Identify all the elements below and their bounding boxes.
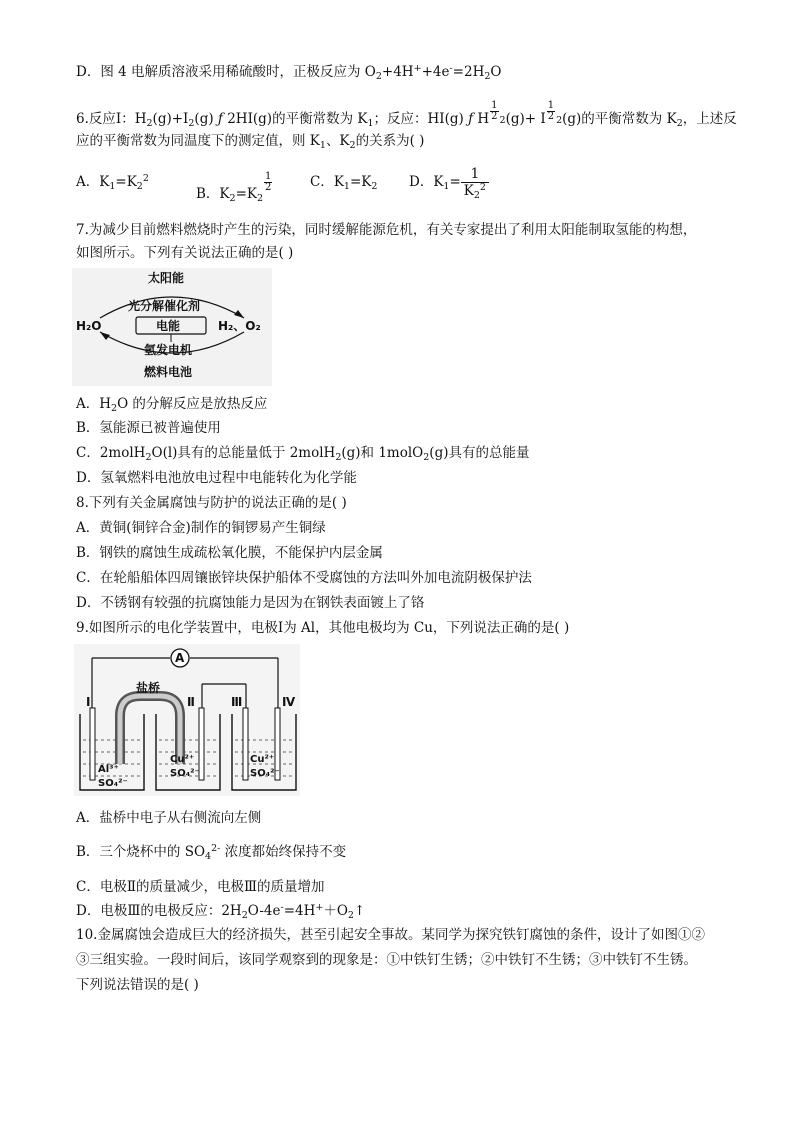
label-left: H₂O xyxy=(76,319,102,333)
q7-option-a: A．$H_2O$ 的分解反应是放热反应 xyxy=(76,396,268,414)
q9-electrochemical-cell-diagram xyxy=(74,644,300,796)
q9-option-a: A．盐桥中电子从右侧流向左侧 xyxy=(76,810,262,826)
svg-text:Ⅰ: Ⅰ xyxy=(86,695,91,709)
q9-option-d: D．电极Ⅲ的电极反应：$2H_2O-4e^-=4H^++O_2↑$ xyxy=(76,902,366,921)
label-catalyst: 光分解催化剂 xyxy=(128,299,201,313)
label-right: H₂、O₂ xyxy=(218,319,261,333)
q7-option-d: D．氢氧燃料电池放电过程中电能转化为化学能 xyxy=(76,470,357,486)
q9-stem: 9.如图所示的电化学装置中，电极Ⅰ为 Al，其他电极均为 Cu，下列说法正确的是( ) xyxy=(76,620,570,636)
svg-text:A: A xyxy=(175,651,185,665)
label-cell: 燃料电池 xyxy=(144,365,193,379)
q6-option-c: C．$K_1=K_2$ xyxy=(310,174,378,192)
q8-stem: 8.下列有关金属腐蚀与防护的说法正确的是( ) xyxy=(76,495,347,511)
svg-text:SO₄²⁻: SO₄²⁻ xyxy=(250,768,280,779)
q7-stem-line2: 如图所示。下列有关说法正确的是( ) xyxy=(76,245,294,261)
q6-option-d: D．$K_1=$ $\frac{1}{K_2^2}$ xyxy=(409,164,489,200)
svg-text:Cu²⁺: Cu²⁺ xyxy=(170,754,195,765)
q6-option-a: A．$K_1=K_2^2$ xyxy=(76,173,149,192)
q8-option-d: D．不锈钢有较强的抗腐蚀能力是因为在钢铁表面镀上了铬 xyxy=(76,595,425,611)
svg-text:Ⅲ: Ⅲ xyxy=(231,695,243,709)
q8-option-c: C．在轮船船体四周镶嵌锌块保护船体不受腐蚀的方法叫外加电流阴极保护法 xyxy=(76,570,532,586)
q10-stem-line2: ③三组实验。一段时间后，该同学观察到的现象是：①中铁钉生锈；②中铁钉不生锈；③中铁钉不生锈。 xyxy=(76,952,697,968)
q9-option-c: C．电极Ⅱ的质量减少，电极Ⅲ的质量增加 xyxy=(76,879,325,895)
q7-option-b: B．氢能源已被普遍使用 xyxy=(76,420,221,436)
label-center: 电能 xyxy=(156,319,181,333)
q7-option-c: C．2molH$_2$O(l)具有的总能量低于 2molH$_2$(g)和 1molO$_2$(g)具有的总能量 xyxy=(76,445,530,463)
label-sun: 太阳能 xyxy=(148,271,185,285)
svg-text:Ⅳ: Ⅳ xyxy=(282,695,296,709)
svg-text:Al³⁺: Al³⁺ xyxy=(98,764,119,775)
q8-option-a: A．黄铜(铜锌合金)制作的铜锣易产生铜绿 xyxy=(76,520,326,536)
svg-text:SO₄²⁻: SO₄²⁻ xyxy=(98,778,128,789)
q6-option-b: B．$K_2=K_2$ $\frac{1}{2}$ xyxy=(196,171,272,204)
q10-stem-line3: 下列说法错误的是( ) xyxy=(76,977,199,993)
q7-energy-cycle-diagram xyxy=(72,268,272,386)
q7-stem-line1: 7.为减少目前燃料燃烧时产生的污染，同时缓解能源危机，有关专家提出了利用太阳能制取氢能的构想， xyxy=(76,222,697,238)
q9-option-b: B．三个烧杯中的 $SO_4^{2-}$ 浓度都始终保持不变 xyxy=(76,843,347,862)
svg-text:SO₄²⁻: SO₄²⁻ xyxy=(170,768,200,779)
q5-option-d: D．图 4 电解质溶液采用稀硫酸时，正极反应为 $O_2+4H^++4e^-=2H_2O$ xyxy=(76,63,502,82)
label-generator: 氢发电机 xyxy=(144,343,193,357)
electrode-2 xyxy=(199,708,204,780)
electrode-1 xyxy=(90,708,95,780)
label-salt-bridge: 盐桥 xyxy=(136,681,161,695)
svg-text:Ⅱ: Ⅱ xyxy=(187,695,195,709)
q10-stem-line1: 10.金属腐蚀会造成巨大的经济损失，甚至引起安全事故。某同学为探究铁钉腐蚀的条件，设计了如图①② xyxy=(76,927,705,943)
q8-option-b: B．钢铁的腐蚀生成疏松氧化膜，不能保护内层金属 xyxy=(76,545,383,561)
electrode-3 xyxy=(243,708,248,780)
q6-stem-line1: 6.反应Ⅰ：$H_2(g)+I_2(g)$ ƒ 2HI(g)的平衡常数为 $K_1$；反应：HI(g) ƒ H $\frac{1}{2}$ 2(g)+ I $\frac{1}{2}$ 2(g)的平衡常数为 $K_2$，上述反 xyxy=(76,100,737,129)
q6-stem-line2: 应的平衡常数为同温度下的测定值，则 $K_1$、$K_2$的关系为( ) xyxy=(76,133,425,151)
svg-text:Cu²⁺: Cu²⁺ xyxy=(250,754,275,765)
